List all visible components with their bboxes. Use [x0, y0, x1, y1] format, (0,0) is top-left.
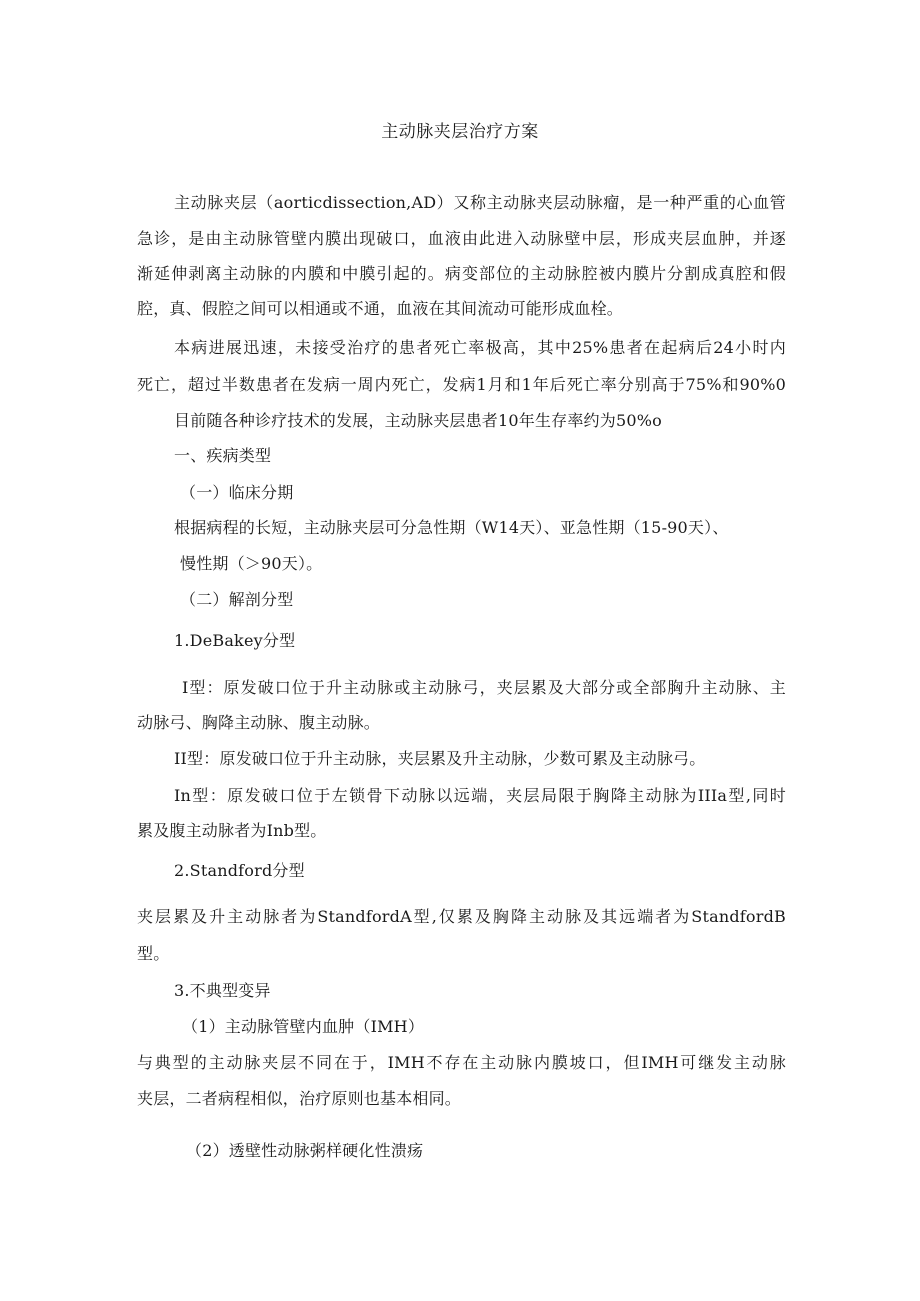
paragraph-line: In型：原发破口位于左锁骨下动脉以远端，夹层局限于胸降主动脉为IIIa型,同时: [174, 786, 786, 805]
paragraph-line: 急诊，是由主动脉管壁内膜出现破口，血液由此进入动脉壁中层，形成夹层血肿，并逐: [137, 229, 786, 248]
paragraph-line: II型：原发破口位于升主动脉，夹层累及升主动脉，少数可累及主动脉弓。: [174, 749, 706, 768]
paragraph-line: 型。: [137, 944, 170, 963]
paragraph-line: I型：原发破口位于升主动脉或主动脉弓，夹层累及大部分或全部胸升主动脉、主: [182, 678, 786, 697]
paragraph-line: 慢性期（＞90天）。: [180, 554, 323, 573]
paragraph-line: 累及腹主动脉者为Inb型。: [137, 821, 327, 840]
subsection-heading: （一）临床分期: [180, 483, 294, 502]
subsection-heading: 1.DeBakey分型: [174, 631, 296, 650]
paragraph-line: 动脉弓、胸降主动脉、腹主动脉。: [137, 713, 381, 732]
subsection-heading: （2）透壁性动脉粥样硬化性溃疡: [186, 1141, 424, 1160]
paragraph-line: 渐延伸剥离主动脉的内膜和中膜引起的。病变部位的主动脉腔被内膜片分割成真腔和假: [137, 264, 786, 283]
paragraph-line: 根据病程的长短，主动脉夹层可分急性期（W14天）、亚急性期（15-90天）、: [174, 518, 729, 537]
paragraph-line: 与典型的主动脉夹层不同在于，IMH不存在主动脉内膜坡口，但IMH可继发主动脉: [137, 1053, 786, 1072]
subsection-heading: （二）解剖分型: [180, 590, 294, 609]
paragraph-line: 本病进展迅速，未接受治疗的患者死亡率极高，其中25%患者在起病后24小时内: [174, 338, 786, 357]
paragraph-line: 腔，真、假腔之间可以相通或不通，血液在其间流动可能形成血栓。: [137, 299, 624, 318]
paragraph-line: 夹层，二者病程相似，治疗原则也基本相同。: [137, 1089, 462, 1108]
page-title: 主动脉夹层治疗方案: [381, 122, 539, 142]
paragraph-line: 目前随各种诊疗技术的发展，主动脉夹层患者10年生存率约为50%o: [174, 411, 662, 430]
paragraph-line: 死亡，超过半数患者在发病一周内死亡，发病1月和1年后死亡率分别高于75%和90%0: [137, 375, 786, 394]
paragraph-line: 夹层累及升主动脉者为StandfordA型,仅累及胸降主动脉及其远端者为StandfordB: [137, 907, 786, 926]
subsection-heading: 3.不典型变异: [174, 981, 271, 1000]
subsection-heading: （1）主动脉管壁内血肿（IMH）: [182, 1017, 425, 1036]
paragraph-line: 主动脉夹层（aorticdissection,AD）又称主动脉夹层动脉瘤，是一种严重的心血管: [174, 193, 786, 212]
subsection-heading: 2.Standford分型: [174, 861, 305, 880]
section-heading: 一、疾病类型: [174, 446, 272, 465]
